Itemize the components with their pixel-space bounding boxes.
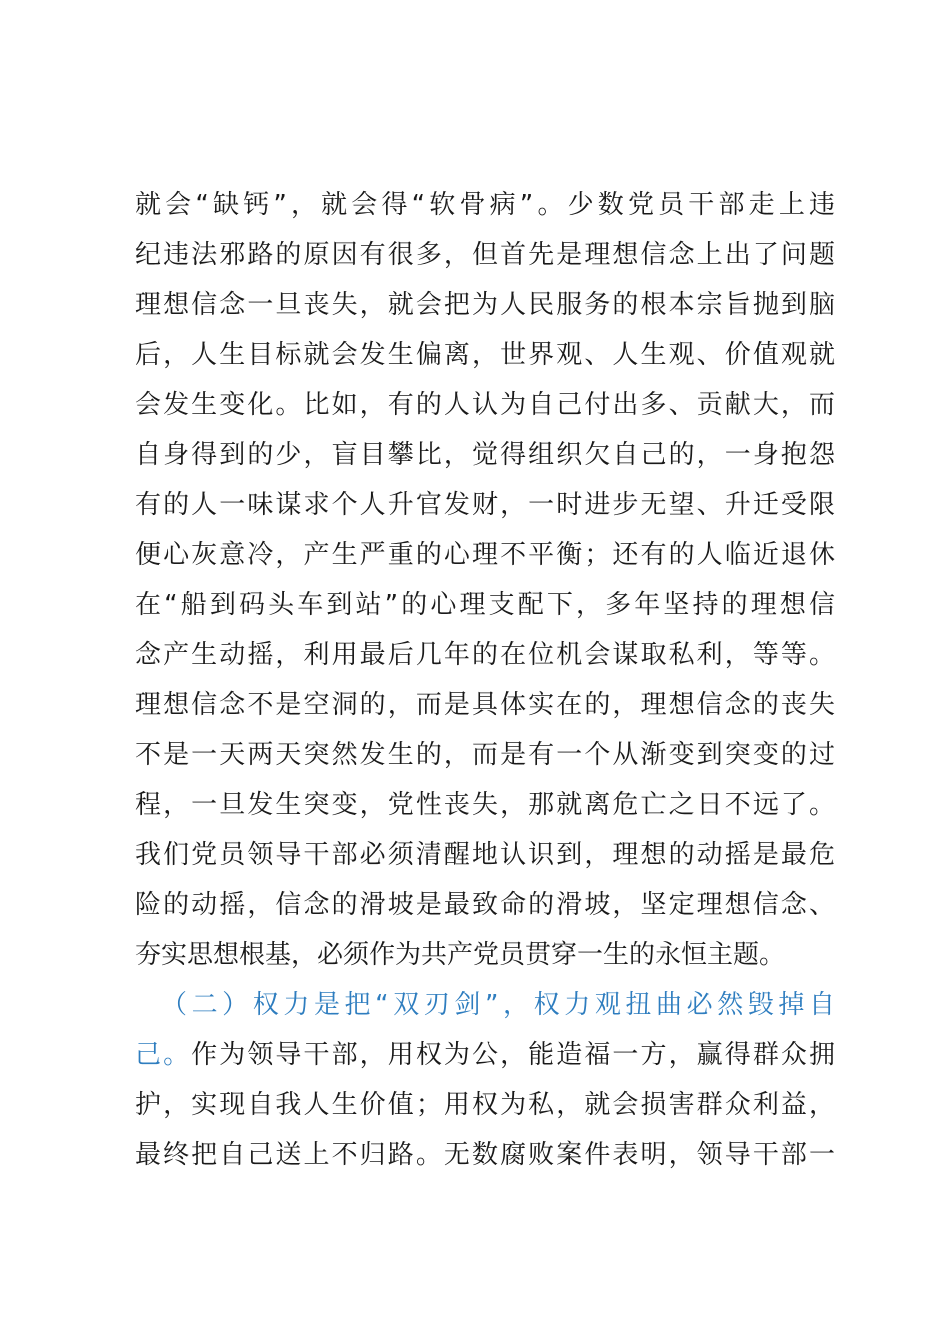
text-line: 夯实思想根基，必须作为共产党员贯穿一生的永恒主题。 — [135, 940, 786, 970]
document-body — [135, 180, 835, 1180]
section-heading-end: 己。 — [135, 1040, 192, 1070]
section-heading: （二）权力是把“双刃剑”，权力观扭曲必然毁掉自 — [161, 990, 835, 1020]
text-line: 险的动摇，信念的滑坡是最致命的滑坡，坚定理想信念、 — [135, 890, 835, 920]
text-line — [135, 1030, 835, 1080]
text-line: 理想信念一旦丧失，就会把为人民服务的根本宗旨抛到脑 — [135, 290, 835, 320]
text-line: 念产生动摇，利用最后几年的在位机会谋取私利，等等。 — [135, 640, 835, 670]
text-line: 自身得到的少，盲目攀比，觉得组织欠自己的，一身抱怨 — [135, 440, 835, 470]
text-line: 便心灰意冷，产生严重的心理不平衡；还有的人临近退休 — [135, 540, 835, 570]
text-line: 有的人一味谋求个人升官发财，一时进步无望、升迁受限 — [135, 490, 835, 520]
text-line: 后，人生目标就会发生偏离，世界观、人生观、价值观就 — [135, 340, 835, 370]
text-line: 就会“缺钙”，就会得“软骨病”。少数党员干部走上违 — [135, 190, 835, 220]
text-line: 理想信念不是空洞的，而是具体实在的，理想信念的丧失 — [135, 690, 835, 720]
text-line: 在“船到码头车到站”的心理支配下，多年坚持的理想信 — [135, 590, 835, 620]
text-line: 护，实现自我人生价值；用权为私，就会损害群众利益， — [135, 1090, 835, 1120]
text-line: 程，一旦发生突变，党性丧失，那就离危亡之日不远了。 — [135, 790, 835, 820]
paragraph — [135, 180, 835, 980]
text-line: 会发生变化。比如，有的人认为自己付出多、贡献大，而 — [135, 390, 835, 420]
text-line: 纪违法邪路的原因有很多，但首先是理想信念上出了问题 — [135, 240, 835, 270]
text-line: 不是一天两天突然发生的，而是有一个从渐变到突变的过 — [135, 740, 835, 770]
text-run: 作为领导干部，用权为公，能造福一方，赢得群众拥 — [191, 1040, 835, 1070]
text-line: 最终把自己送上不归路。无数腐败案件表明，领导干部一 — [135, 1140, 835, 1170]
paragraph — [135, 980, 835, 1180]
text-line: 我们党员领导干部必须清醒地认识到，理想的动摇是最危 — [135, 840, 835, 870]
